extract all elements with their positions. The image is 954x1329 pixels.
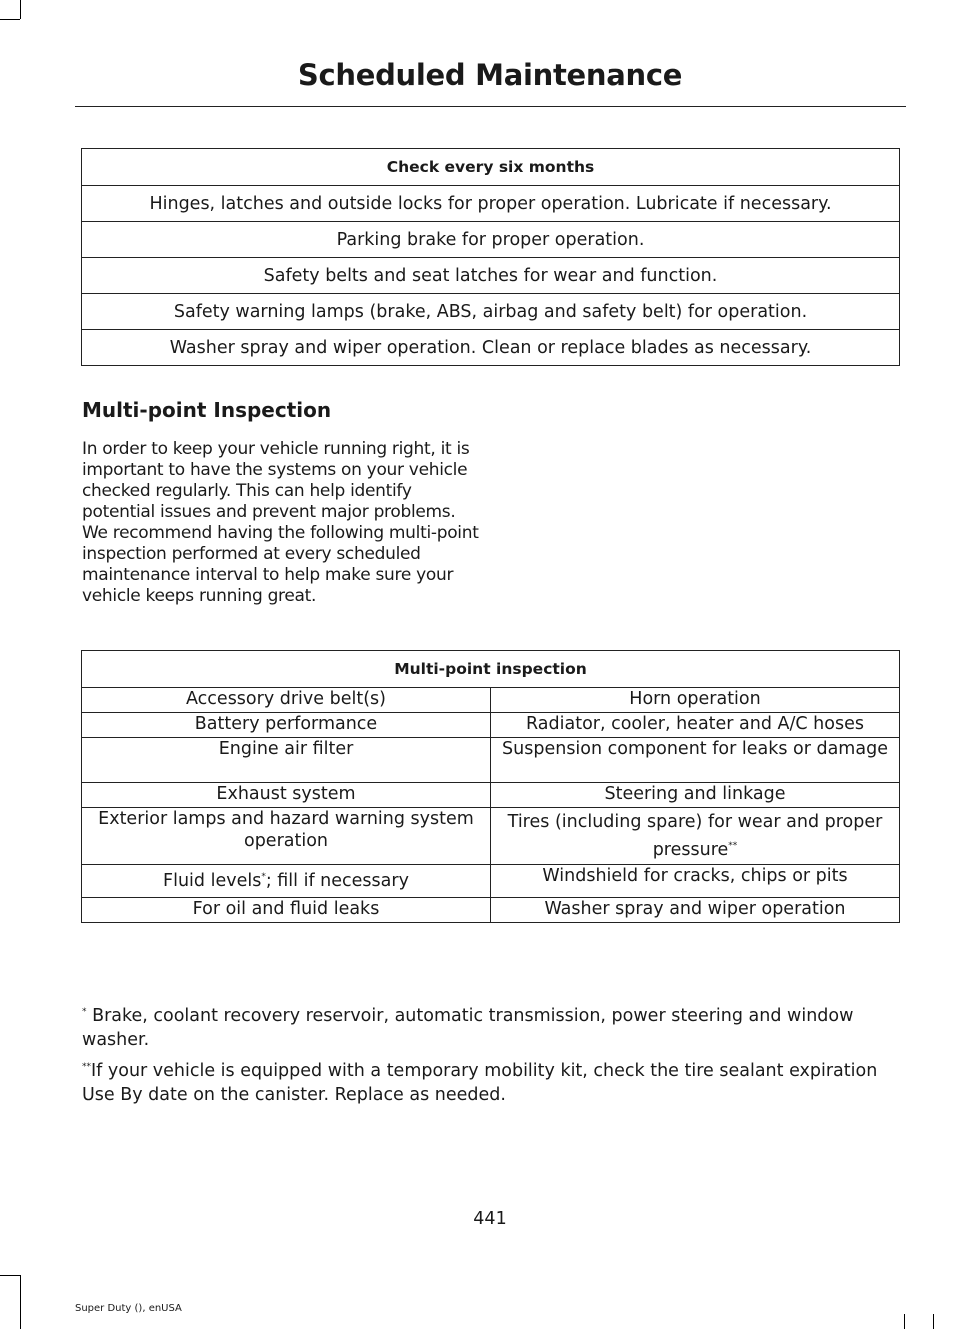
- footnote-text: If your vehicle is equipped with a temporary mobility kit, check the tire sealant expiration Use By date on the canister. Replace as needed.: [82, 1061, 878, 1105]
- crop-mark-bottom-left-v: [20, 1275, 21, 1329]
- table-cell: For oil and fluid leaks: [82, 898, 491, 923]
- table-cell: Safety warning lamps (brake, ABS, airbag and safety belt) for operation.: [82, 294, 900, 330]
- cell-text: Fluid levels: [163, 871, 262, 891]
- table-heading: Multi-point inspection: [82, 651, 900, 688]
- section-heading: Multi-point Inspection: [82, 398, 332, 422]
- table-cell: Accessory drive belt(s): [82, 688, 491, 713]
- table-cell: Suspension component for leaks or damage: [491, 738, 900, 783]
- table-cell: Battery performance: [82, 713, 491, 738]
- footer-text: Super Duty (), enUSA: [75, 1303, 182, 1314]
- table-row: [82, 688, 900, 713]
- six-month-check-table: [81, 148, 900, 366]
- table-cell: [491, 808, 900, 865]
- page-title: Scheduled Maintenance: [297, 58, 683, 92]
- crop-mark-top-left-v: [20, 0, 21, 19]
- multipoint-inspection-table: [81, 650, 900, 923]
- table-row: [82, 186, 900, 222]
- table-cell: Exhaust system: [82, 783, 491, 808]
- table-row: [82, 865, 900, 898]
- footnote-mark: *: [261, 872, 266, 882]
- footnote-mark: *: [82, 1007, 87, 1017]
- crop-mark-top-left-h: [0, 19, 20, 20]
- table-cell: Parking brake for proper operation.: [82, 222, 900, 258]
- footnote-mark: **: [728, 841, 738, 851]
- footnote: [82, 1059, 904, 1107]
- table-row: [82, 783, 900, 808]
- title-divider: [75, 106, 906, 107]
- table-cell: Exterior lamps and hazard warning system operation: [82, 808, 491, 865]
- table-cell: Washer spray and wiper operation. Clean or replace blades as necessary.: [82, 330, 900, 366]
- table-cell: Hinges, latches and outside locks for proper operation. Lubricate if necessary.: [82, 186, 900, 222]
- table-cell: Safety belts and seat latches for wear and function.: [82, 258, 900, 294]
- table-row: [82, 294, 900, 330]
- table-row: [82, 898, 900, 923]
- footnote: [82, 1004, 904, 1052]
- table-row: [82, 808, 900, 865]
- table-row: [82, 330, 900, 366]
- table-cell: Steering and linkage: [491, 783, 900, 808]
- table-cell: Windshield for cracks, chips or pits: [491, 865, 900, 898]
- footnote-mark: **: [82, 1062, 91, 1072]
- footnote-text: Brake, coolant recovery reservoir, automatic transmission, power steering and window washer.: [82, 1006, 854, 1050]
- crop-mark-bottom-right-a: [904, 1314, 905, 1329]
- table-row: [82, 258, 900, 294]
- crop-mark-bottom-right-b: [933, 1314, 934, 1329]
- table-cell: Horn operation: [491, 688, 900, 713]
- cell-text: Tires (including spare) for wear and proper pressure: [507, 812, 883, 860]
- crop-mark-bottom-left-h: [0, 1275, 20, 1276]
- table-row: [82, 222, 900, 258]
- intro-paragraph: In order to keep your vehicle running right, it is important to have the systems on your vehicle checked regularly. This can help identify potential issues and prevent major problems. We recommend having the following multi-point inspection performed at every scheduled maintenance interval to help make sure your vehicle keeps running great.: [82, 439, 479, 606]
- table-cell: [82, 865, 491, 898]
- table-cell: Radiator, cooler, heater and A/C hoses: [491, 713, 900, 738]
- table-heading: Check every six months: [82, 149, 900, 186]
- table-cell: Engine air filter: [82, 738, 491, 783]
- table-cell: Washer spray and wiper operation: [491, 898, 900, 923]
- table-row: [82, 738, 900, 783]
- table-row: [82, 713, 900, 738]
- page-number: 441: [473, 1209, 507, 1229]
- cell-text-suffix: ; fill if necessary: [265, 871, 409, 891]
